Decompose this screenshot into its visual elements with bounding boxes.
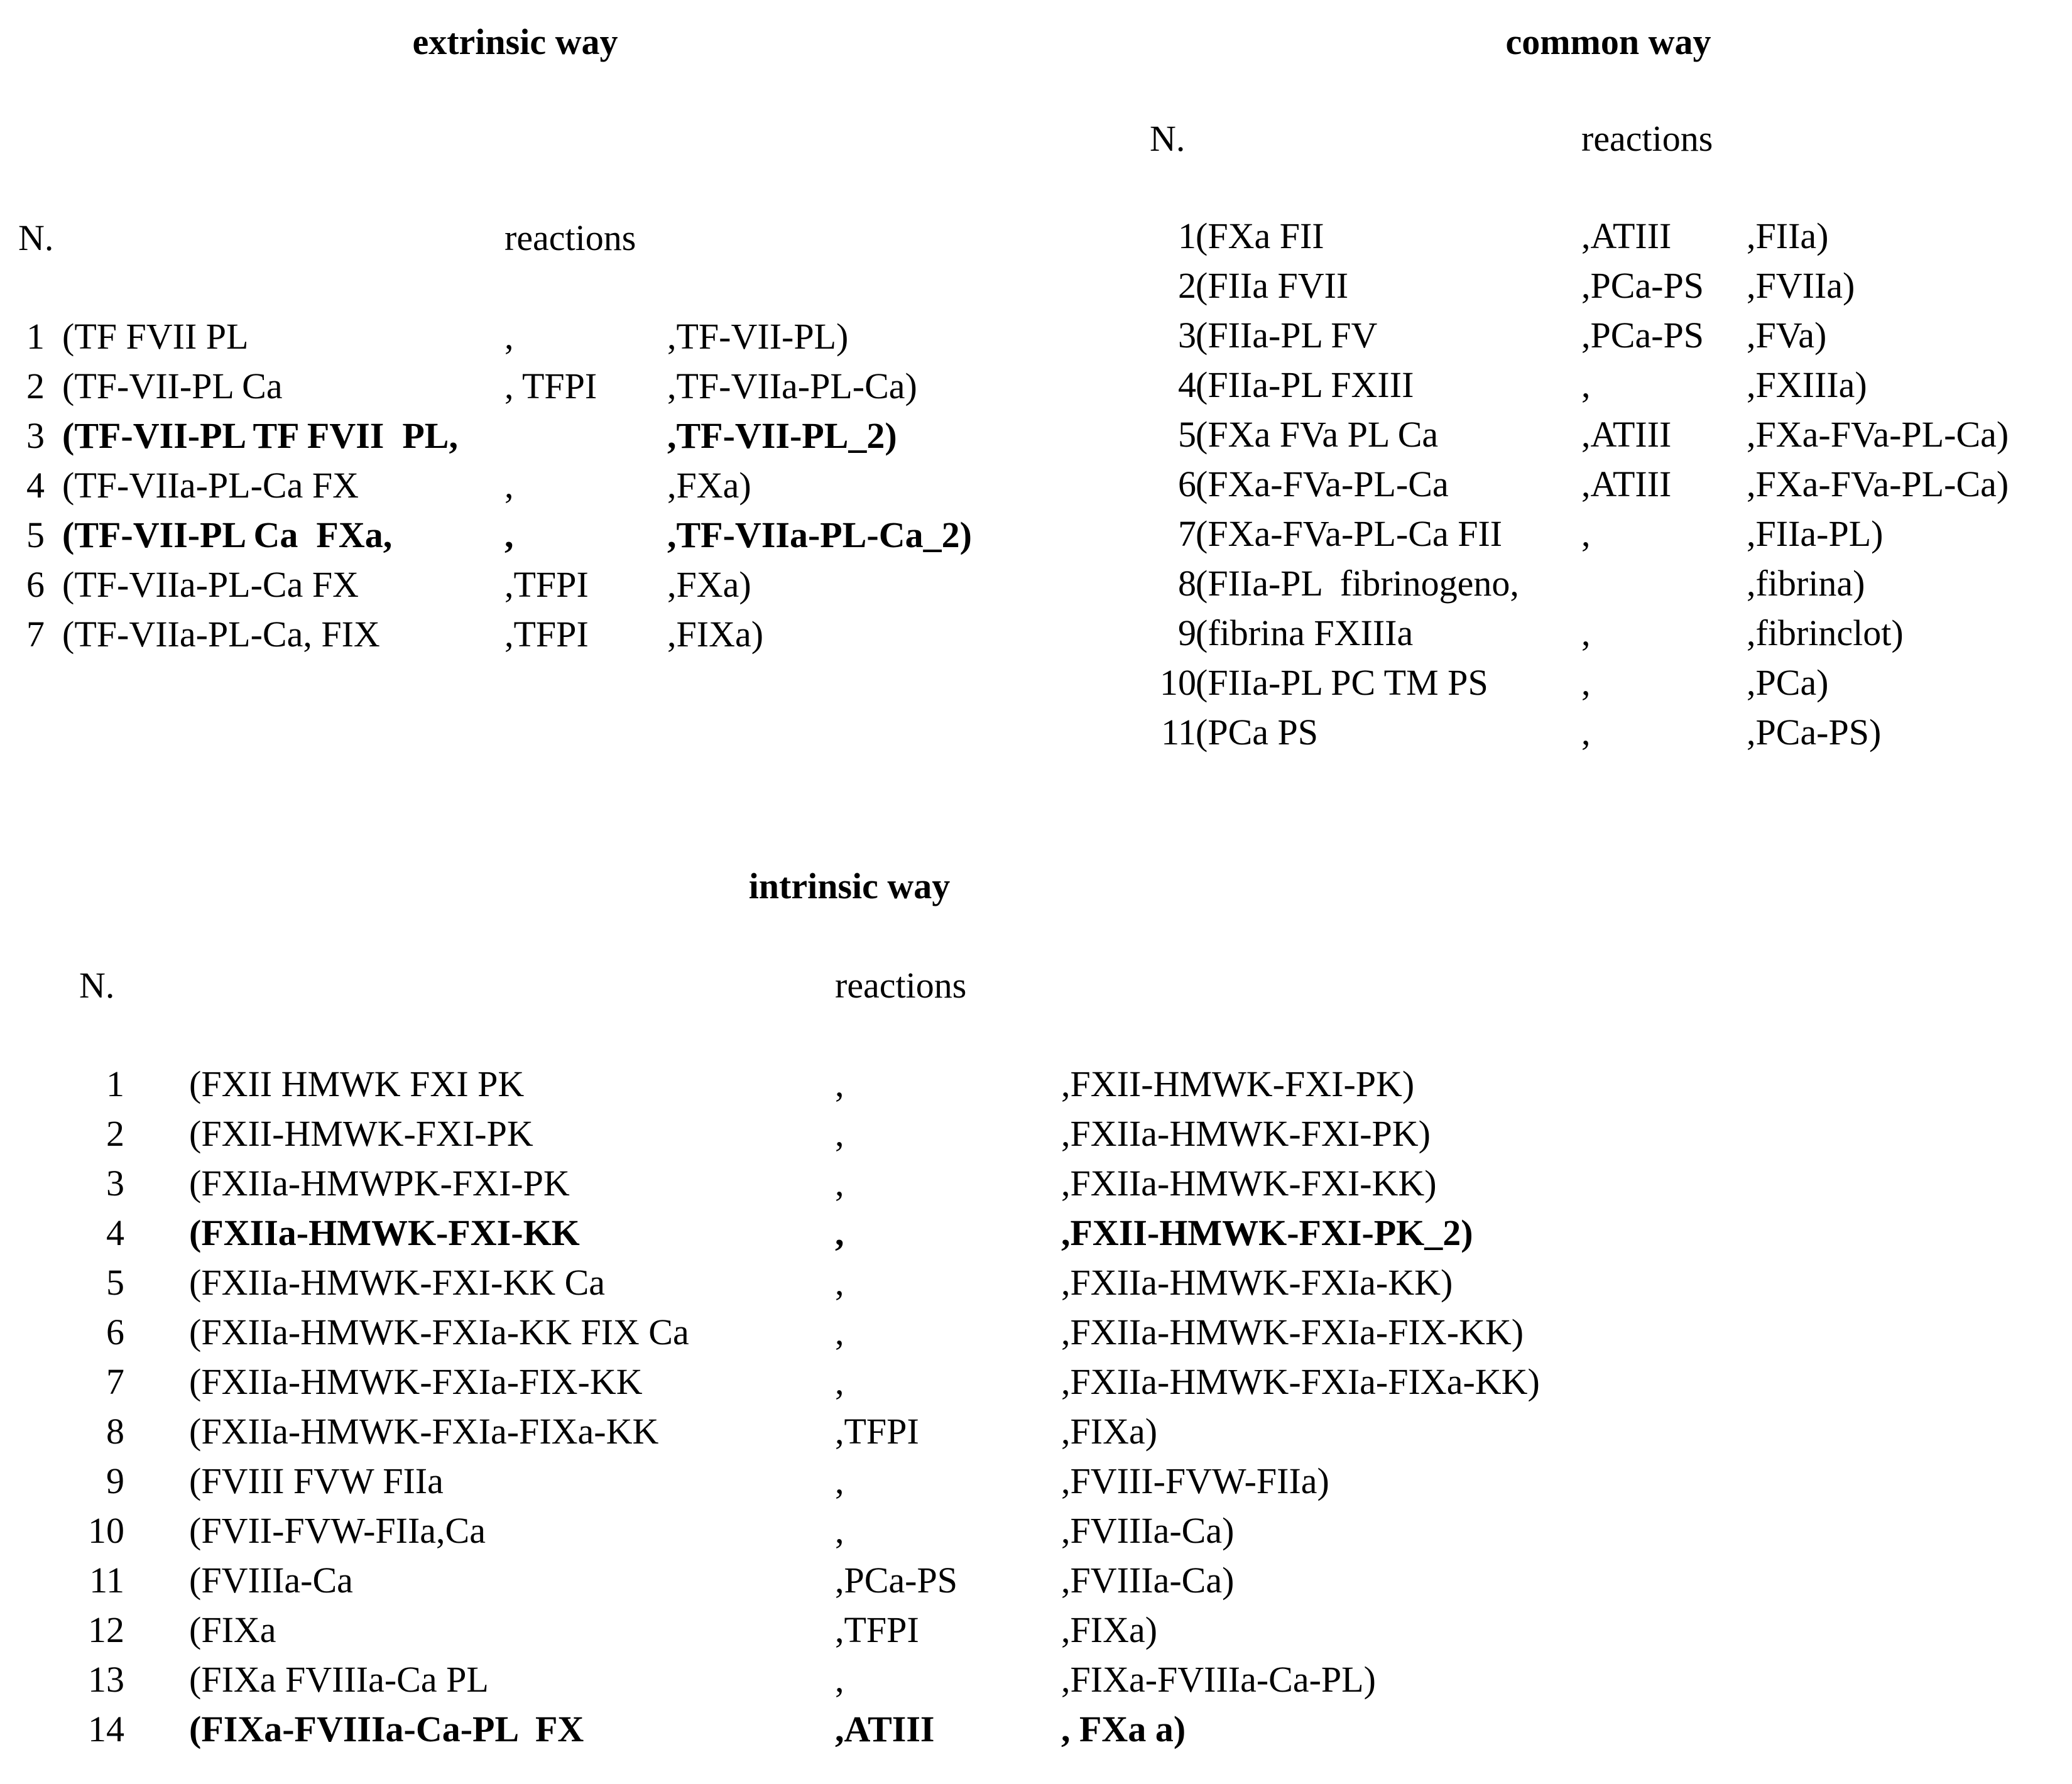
reaction-reactants: (FIXa bbox=[189, 1609, 276, 1650]
reaction-catalyst: , bbox=[835, 1460, 844, 1501]
reaction-number: 6 bbox=[1178, 464, 1196, 504]
common-header-n: N. bbox=[1150, 118, 1186, 159]
reaction-reactants: (FXa-FVa-PL-Ca bbox=[1196, 464, 1449, 504]
reaction-product: ,FXIIa-HMWK-FXIa-KK) bbox=[1061, 1262, 1453, 1303]
reaction-number: 6 bbox=[26, 564, 45, 605]
reaction-number: 7 bbox=[1178, 513, 1196, 554]
reaction-catalyst: , bbox=[835, 1262, 844, 1303]
reaction-number: 8 bbox=[106, 1411, 124, 1452]
reaction-number: 2 bbox=[1178, 265, 1196, 306]
reaction-catalyst: , bbox=[835, 1659, 844, 1700]
reaction-number: 14 bbox=[88, 1709, 124, 1749]
reaction-product: ,FVIIIa-Ca) bbox=[1061, 1510, 1235, 1551]
reaction-product: ,FIIa-PL) bbox=[1747, 513, 1884, 554]
reaction-number: 10 bbox=[1160, 662, 1196, 703]
reaction-product: , FXa a) bbox=[1061, 1709, 1186, 1749]
reaction-reactants: (FVII-FVW-FIIa,Ca bbox=[189, 1510, 486, 1551]
reaction-number: 1 bbox=[26, 316, 45, 357]
reaction-reactants: (FIIa-PL FXIII bbox=[1196, 364, 1414, 405]
reaction-reactants: (FXIIa-HMWK-FXIa-FIXa-KK bbox=[189, 1411, 659, 1452]
intrinsic-header-reactions: reactions bbox=[835, 965, 967, 1006]
reaction-reactants: (fibrina FXIIIa bbox=[1196, 612, 1414, 653]
reaction-catalyst: , bbox=[835, 1113, 844, 1154]
reaction-number: 13 bbox=[88, 1659, 124, 1700]
extrinsic-title: extrinsic way bbox=[412, 21, 618, 62]
reaction-reactants: (TF-VIIa-PL-Ca FX bbox=[62, 564, 359, 605]
reaction-catalyst: , bbox=[504, 316, 514, 357]
reaction-catalyst: , bbox=[1581, 364, 1591, 405]
reaction-number: 9 bbox=[1178, 612, 1196, 653]
reaction-catalyst: , bbox=[835, 1312, 844, 1352]
reaction-product: ,PCa-PS) bbox=[1747, 712, 1882, 753]
reaction-number: 9 bbox=[106, 1460, 124, 1501]
reaction-catalyst: ,ATIII bbox=[1581, 414, 1672, 455]
reaction-number: 5 bbox=[1178, 414, 1196, 455]
reaction-reactants: (FXIIa-HMWK-FXI-KK Ca bbox=[189, 1262, 606, 1303]
reaction-catalyst: , bbox=[1581, 712, 1591, 753]
reaction-catalyst: , bbox=[504, 514, 514, 555]
reaction-product: ,FXII-HMWK-FXI-PK_2) bbox=[1061, 1212, 1473, 1253]
reaction-catalyst: ,PCa-PS bbox=[1581, 265, 1704, 306]
reaction-catalyst: , TFPI bbox=[504, 366, 597, 406]
reaction-reactants: (FXa-FVa-PL-Ca FII bbox=[1196, 513, 1503, 554]
reaction-product: ,FXII-HMWK-FXI-PK) bbox=[1061, 1063, 1415, 1104]
reaction-number: 1 bbox=[106, 1063, 124, 1104]
reaction-number: 3 bbox=[1178, 315, 1196, 356]
reaction-number: 5 bbox=[26, 514, 45, 555]
reaction-product: ,FIXa) bbox=[1061, 1411, 1158, 1452]
reaction-product: ,FXIIa-HMWK-FXIa-FIX-KK) bbox=[1061, 1312, 1524, 1352]
reaction-number: 7 bbox=[106, 1361, 124, 1402]
reaction-catalyst: ,ATIII bbox=[835, 1709, 935, 1749]
reaction-product: ,PCa) bbox=[1747, 662, 1829, 703]
reaction-reactants: (FXa FVa PL Ca bbox=[1196, 414, 1439, 455]
reaction-number: 10 bbox=[88, 1510, 124, 1551]
reaction-reactants: (FXIIa-HMWK-FXI-KK bbox=[189, 1212, 580, 1253]
intrinsic-header-n: N. bbox=[79, 965, 115, 1006]
reaction-product: ,FVIIIa-Ca) bbox=[1061, 1560, 1235, 1601]
reaction-catalyst: ,TFPI bbox=[835, 1609, 919, 1650]
reaction-product: ,FXIIIa) bbox=[1747, 364, 1867, 405]
reaction-reactants: (FVIIIa-Ca bbox=[189, 1560, 353, 1601]
reaction-catalyst: ,ATIII bbox=[1581, 215, 1672, 256]
extrinsic-header-n: N. bbox=[18, 217, 54, 258]
reaction-reactants: (TF-VIIa-PL-Ca FX bbox=[62, 465, 359, 506]
intrinsic-title: intrinsic way bbox=[748, 866, 951, 906]
reaction-number: 3 bbox=[26, 415, 45, 456]
reaction-product: ,fibrinclot) bbox=[1747, 612, 1904, 653]
reaction-reactants: (FXII-HMWK-FXI-PK bbox=[189, 1113, 533, 1154]
reaction-catalyst: , bbox=[1581, 612, 1591, 653]
reaction-number: 2 bbox=[26, 366, 45, 406]
reaction-catalyst: ,TFPI bbox=[504, 614, 589, 655]
reaction-catalyst: , bbox=[835, 1361, 844, 1402]
reaction-catalyst: ,TFPI bbox=[835, 1411, 919, 1452]
reaction-reactants: (TF FVII PL bbox=[62, 316, 249, 357]
reaction-product: ,FXa) bbox=[667, 465, 751, 506]
reaction-catalyst: , bbox=[835, 1212, 844, 1253]
reaction-reactants: (FIIa-PL fibrinogeno, bbox=[1196, 563, 1519, 604]
reaction-product: ,FVIIa) bbox=[1747, 265, 1855, 306]
reaction-reactants: (FIIa-PL FV bbox=[1196, 315, 1378, 356]
reaction-product: ,FVIII-FVW-FIIa) bbox=[1061, 1460, 1329, 1501]
reaction-number: 11 bbox=[89, 1560, 124, 1601]
reaction-product: ,FXa-FVa-PL-Ca) bbox=[1747, 464, 2009, 504]
reaction-reactants: (FXIIa-HMWK-FXIa-KK FIX Ca bbox=[189, 1312, 689, 1352]
reaction-reactants: (FXII HMWK FXI PK bbox=[189, 1063, 525, 1104]
reaction-product: ,TF-VII-PL_2) bbox=[667, 415, 897, 456]
reaction-reactants: (FXIIa-HMWPK-FXI-PK bbox=[189, 1163, 570, 1204]
reaction-catalyst: ,PCa-PS bbox=[835, 1560, 958, 1601]
reaction-product: ,TF-VII-PL) bbox=[667, 316, 849, 357]
reaction-reactants: (TF-VIIa-PL-Ca, FIX bbox=[62, 614, 380, 655]
reaction-number: 4 bbox=[106, 1212, 124, 1253]
reaction-product: ,FVa) bbox=[1747, 315, 1827, 356]
reaction-reactants: (TF-VII-PL Ca FXa, bbox=[62, 514, 393, 555]
reaction-number: 7 bbox=[26, 614, 45, 655]
reaction-product: ,FXa) bbox=[667, 564, 751, 605]
reaction-reactants: (TF-VII-PL TF FVII PL, bbox=[62, 415, 458, 456]
reaction-number: 4 bbox=[1178, 364, 1196, 405]
common-header-reactions: reactions bbox=[1581, 118, 1713, 159]
reaction-reactants: (FXIIa-HMWK-FXIa-FIX-KK bbox=[189, 1361, 643, 1402]
reaction-product: ,FIXa) bbox=[667, 614, 764, 655]
reaction-catalyst: , bbox=[835, 1510, 844, 1551]
reaction-reactants: (FIIa-PL PC TM PS bbox=[1196, 662, 1488, 703]
reaction-catalyst: , bbox=[1581, 513, 1591, 554]
reaction-reactants: (PCa PS bbox=[1196, 712, 1319, 753]
reaction-product: ,FXa-FVa-PL-Ca) bbox=[1747, 414, 2009, 455]
reaction-reactants: (FVIII FVW FIIa bbox=[189, 1460, 444, 1501]
reaction-catalyst: , bbox=[1581, 662, 1591, 703]
reaction-product: ,FXIIa-HMWK-FXI-PK) bbox=[1061, 1113, 1431, 1154]
reaction-number: 2 bbox=[106, 1113, 124, 1154]
extrinsic-header-reactions: reactions bbox=[504, 217, 636, 258]
reaction-catalyst: , bbox=[835, 1163, 844, 1204]
reaction-reactants: (TF-VII-PL Ca bbox=[62, 366, 283, 406]
reaction-number: 1 bbox=[1178, 215, 1196, 256]
reaction-product: ,fibrina) bbox=[1747, 563, 1865, 604]
reaction-number: 12 bbox=[88, 1609, 124, 1650]
reaction-number: 11 bbox=[1161, 712, 1196, 753]
reaction-product: ,FIXa) bbox=[1061, 1609, 1158, 1650]
reaction-catalyst: , bbox=[835, 1063, 844, 1104]
reaction-product: ,FXIIa-HMWK-FXI-KK) bbox=[1061, 1163, 1437, 1204]
reaction-number: 6 bbox=[106, 1312, 124, 1352]
reaction-number: 8 bbox=[1178, 563, 1196, 604]
reaction-product: ,FIXa-FVIIIa-Ca-PL) bbox=[1061, 1659, 1376, 1700]
reaction-catalyst: ,PCa-PS bbox=[1581, 315, 1704, 356]
reaction-reactants: (FIIa FVII bbox=[1196, 265, 1349, 306]
reaction-product: ,TF-VIIa-PL-Ca) bbox=[667, 366, 917, 406]
reaction-number: 5 bbox=[106, 1262, 124, 1303]
reaction-reactants: (FIXa-FVIIIa-Ca-PL FX bbox=[189, 1709, 584, 1749]
reaction-reactants: (FIXa FVIIIa-Ca PL bbox=[189, 1659, 489, 1700]
reaction-catalyst: , bbox=[504, 465, 514, 506]
reaction-reactants: (FXa FII bbox=[1196, 215, 1324, 256]
reaction-number: 3 bbox=[106, 1163, 124, 1204]
reaction-catalyst: ,ATIII bbox=[1581, 464, 1672, 504]
reaction-catalyst: ,TFPI bbox=[504, 564, 589, 605]
reaction-product: ,FIIa) bbox=[1747, 215, 1829, 256]
reaction-product: ,TF-VIIa-PL-Ca_2) bbox=[667, 514, 972, 555]
reaction-product: ,FXIIa-HMWK-FXIa-FIXa-KK) bbox=[1061, 1361, 1540, 1402]
reaction-number: 4 bbox=[26, 465, 45, 506]
common-title: common way bbox=[1505, 21, 1711, 62]
